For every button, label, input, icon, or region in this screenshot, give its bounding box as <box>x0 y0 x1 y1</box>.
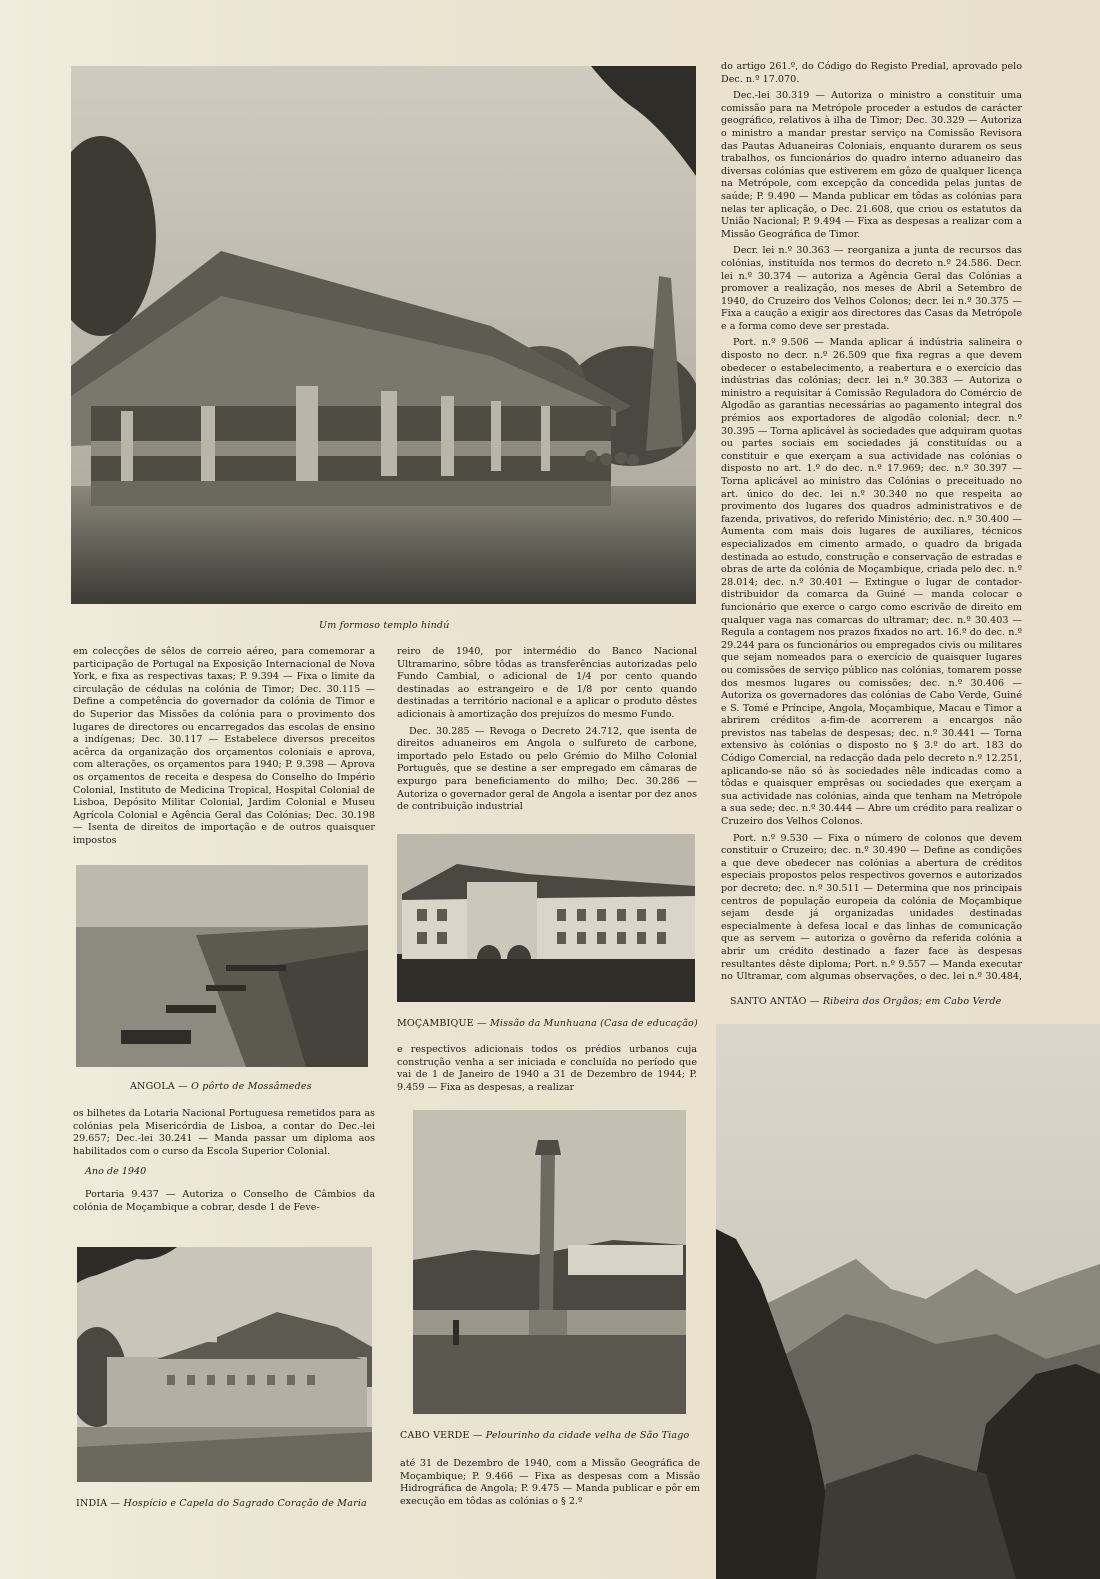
caption-santoantao-desc: Ribeira dos Orgãos; em Cabo Verde <box>822 996 1002 1007</box>
caption-caboverde-desc: Pelourinho da cidade velha de São Tiago <box>485 1430 690 1441</box>
caption-angola-desc: O pôrto de Mossâmedes <box>191 1081 312 1092</box>
paragraph: até 31 de Dezembro de 1940, com a Missão Geográfica de Moçambique; P. 9.466 — Fixa as despesas com a Missão Hidrográfica de Angola; P. 9.475 — Manda publicar e pôr em execução em tôdas as colónias o § 2.º <box>400 1458 700 1507</box>
paragraph: os bilhetes da Lotaria Nacional Portuguesa remetidos para as colónias pela Misericórdia de Lisboa, a contar do Dec.-lei 29.657; Dec.-lei 30.241 — Manda passar um diploma aos habilitados com o curso da Escola Superior Colonial. <box>73 1108 375 1157</box>
caption-mocambique-place: MOÇAMBIQUE — <box>397 1018 487 1029</box>
caption-angola-place: ANGOLA — <box>130 1081 188 1092</box>
caption-caboverde-place: CABO VERDE — <box>400 1430 483 1441</box>
middle-column-text-2 <box>397 1044 697 1094</box>
paragraph: do artigo 261.º, do Código do Registo Predial, aprovado pelo Dec. n.º 17.070. <box>721 61 1022 85</box>
paragraph: Portaria 9.437 — Autoriza o Conselho de Câmbios da colónia de Moçambique a cobrar, desde 1 de Feve- <box>73 1188 375 1213</box>
section-subheading: Ano de 1940 <box>85 1166 147 1178</box>
caption-india <box>76 1498 367 1509</box>
photo-santo-antao-mountains <box>716 1024 1100 1579</box>
photo-mocambique-mission <box>397 834 695 1002</box>
caption-angola <box>130 1081 312 1092</box>
left-column-text-1 <box>73 646 375 852</box>
paragraph: Port. n.º 9.506 — Manda aplicar á indústria salineira o disposto no decr. n.º 26.509 que fixa regras a que devem obedecer o estabelecimento, a reabertura e o exercício das indústrias das colónias; decr. lei n.º 30.383 — Autoriza o ministro a requisitar á Comissão Reguladora do Comércio de Algodão as garantias necessárias ao pagamento integral dos prémios aos exportadores de algodão colonial; decr. n.º 30.395 — Torna aplicável às sociedades que adquiram quotas ou partes sociais em sociedades já constituídas ou a constituir e que exerçam a sua actividade nas colónias o disposto no art. 1.º do dec. n.º 17.969; dec. n.º 30.397 — Torna aplicável ao ministro das Colónias o preceituado no art. único do dec. lei n.º 30.340 no que respeita ao provimento dos lugares dos quadros administrativos e de fazenda, privativos, do referido Ministério; dec. n.º 30.400 — Aumenta com mais dois lugares de auxiliares, técnicos especializados em cimento armado, o quadro da brigada destinada ao estudo, construção e conservação de estradas e obras de arte da colónia de Moçambique, criada pelo dec. n.º 28.014; dec. n.º 30.401 — Extingue o lugar de contador-distribuidor da comarca da Guiné — manda colocar o funcionário que exerce o cargo como escrivão de direito em qualquer vaga nas comarcas do ultramar; dec. n.º 30.403 — Regula a contagem nos prazos fixados no art. 16.º do dec. n.º 29.244 para os funcionários ou empregados civis ou militares que sejam nomeados para o exercício de quaisquer lugares ou comissões de serviço público nas colónias, tomarem posse dos mesmos lugares ou comissões; dec. n.º 30.406 — Autoriza os governadores das colónias de Cabo Verde, Guiné e S. Tomé e Príncipe, Angola, Moçambique, Macau e Timor a abrirem créditos a-fim-de acorrerem a encargos não previstos nas tabelas de despesas; dec. n.º 30.441 — Torna extensivo às colónias o disposto no § 3.º do art. 183 do Código Comercial, na redacção dada pelo decreto n.º 12.251, aplicando-se não só às sociedades nêle indicadas como a tôdas e quaisquer emprêsas ou sociedades que exerçam a sua actividade nas colónias, ainda que tenham na Metrópole a sua sede; dec. n.º 30.444 — Abre um crédito para realizar o Cruzeiro dos Velhos Colonos. <box>721 337 1022 828</box>
caption-india-desc: Hospício e Capela do Sagrado Coração de Maria <box>123 1498 367 1509</box>
paragraph: Dec.-lei 30.319 — Autoriza o ministro a constituir uma comissão para na Metrópole proceder a estudos de carácter geográfico, relativos à ilha de Timor; Dec. 30.329 — Autoriza o ministro a mandar prestar serviço na Comissão Revisora das Pautas Aduaneiras Coloniais, enquanto durarem os seus trabalhos, os funcionários do quadro interno aduaneiro das diversas colónias que estiverem em gôzo de qualquer licença na Metrópole, com excepção da concedida pelas juntas de saúde; P. 9.490 — Manda publicar em tôdas as colónias para nelas ter aplicação, o Dec. 21.608, que criou os estatutos da União Nacional; P. 9.494 — Fixa as despesas a realizar com a Missão Geográfica de Timor. <box>721 90 1022 240</box>
middle-column-text-3 <box>400 1458 700 1510</box>
caption-temple-text: Um formoso templo hindú <box>319 620 450 631</box>
paragraph: Dec. 30.285 — Revoga o Decreto 24.712, que isenta de direitos aduaneiros em Angola o sulfureto de carbone, importado pelo Estado ou pelo Grémio do Milho Colonial Português, que se destine a ser empregado em câmaras de expurgo para beneficiamento do milho; Dec. 30.286 — Autoriza o governador geral de Angola a isentar por dez anos de contribuição industrial <box>397 725 697 813</box>
paragraph: em colecções de sêlos de correio aéreo, para comemorar a participação de Portugal na Exposição Internacional de Nova York, e fixa as respectivas taxas; P. 9.394 — Fixa o limite da circulação de cédulas na colónia de Timor; Dec. 30.115 — Define a competência do governador da colónia de Timor e do Superior das Missões da colónia para o provimento dos lugares de directores ou encarregados das escolas de ensino a indígenas; Dec. 30.117 — Estabelece diversos preceitos acêrca da organização dos orçamentos coloniais e aprova, com alterações, os orçamentos para 1940; P. 9.398 — Aprova os orçamentos de receita e despesa do Conselho do Império Colonial, Instituto de Medicina Tropical, Hospital Colonial de Lisboa, Depósito Militar Colonial, Jardim Colonial e Museu Agrícola Colonial e Agência Geral das Colónias; Dec. 30.198 — Isenta de direitos de importação e de outros quaisquer impostos <box>73 646 375 846</box>
paragraph: e respectivos adicionais todos os prédios urbanos cuja construção venha a ser iniciada e concluída no período que vai de 1 de Janeiro de 1940 a 31 de Dezembro de 1944; P. 9.459 — Fixa as despesas, a realizar <box>397 1044 697 1093</box>
caption-santo-antao <box>730 996 1001 1007</box>
photo-hindu-temple <box>71 66 696 604</box>
paragraph: Decr. lei n.º 30.363 — reorganiza a junta de recursos das colónias, instituída nos termos do decreto n.º 24.586. Decr. lei n.º 30.374 — autoriza a Agência Geral das Colónias a promover a realização, nos meses de Abril a Setembro de 1940, do Cruzeiro dos Velhos Colonos; decr. lei n.º 30.375 — Fixa a caução a exigir aos directores das Casas da Metrópole e a forma como deve ser prestada. <box>721 245 1022 332</box>
caption-mocambique-desc: Missão da Munhuana (Casa de educação) <box>490 1018 698 1029</box>
photo-caboverde-pillory <box>413 1110 686 1414</box>
caption-santoantao-place: SANTO ANTÃO — <box>730 996 820 1007</box>
middle-column-text-1 <box>397 646 697 826</box>
right-column-text <box>721 61 1022 985</box>
photo-angola-harbor <box>76 865 368 1067</box>
caption-caboverde <box>400 1430 689 1441</box>
caption-hindu-temple <box>319 620 450 631</box>
paragraph: reiro de 1940, por intermédio do Banco Nacional Ultramarino, sôbre tôdas as transferências autorizadas pelo Fundo Cambial, o adicional de 1/4 por cento quando destinadas ao estrangeiro e de 1/8 por cento quando destinadas a território nacional e a aplicar o produto dêstes adicionais à amortização dos prejuízos do mesmo Fundo. <box>397 646 697 720</box>
caption-india-place: INDIA — <box>76 1498 121 1509</box>
paragraph: Port. n.º 9.530 — Fixa o número de colonos que devem constituir o Cruzeiro; dec. n.º 30.490 — Define as condições a que deve obedecer nas colónias a abertura de créditos especiais propostos pelos respectivos governos e autorizados por decreto; dec. n.º 30.511 — Determina que nos principais centros de população europeia da colónia de Moçambique sejam desde já organizadas unidades destinadas especialmente à defesa local e das linhas de comunicação que as servem — autoriza o govêrno da referida colónia a abrir um crédito destinado a fazer face às despesas resultantes dêste diploma; Port. n.º 9.557 — Manda executar no Ultramar, com algumas observações, o dec. lei n.º 30.484, <box>721 832 1022 983</box>
photo-india-hospice <box>77 1247 372 1482</box>
caption-mocambique <box>397 1018 698 1029</box>
left-column-text-2 <box>73 1108 375 1240</box>
